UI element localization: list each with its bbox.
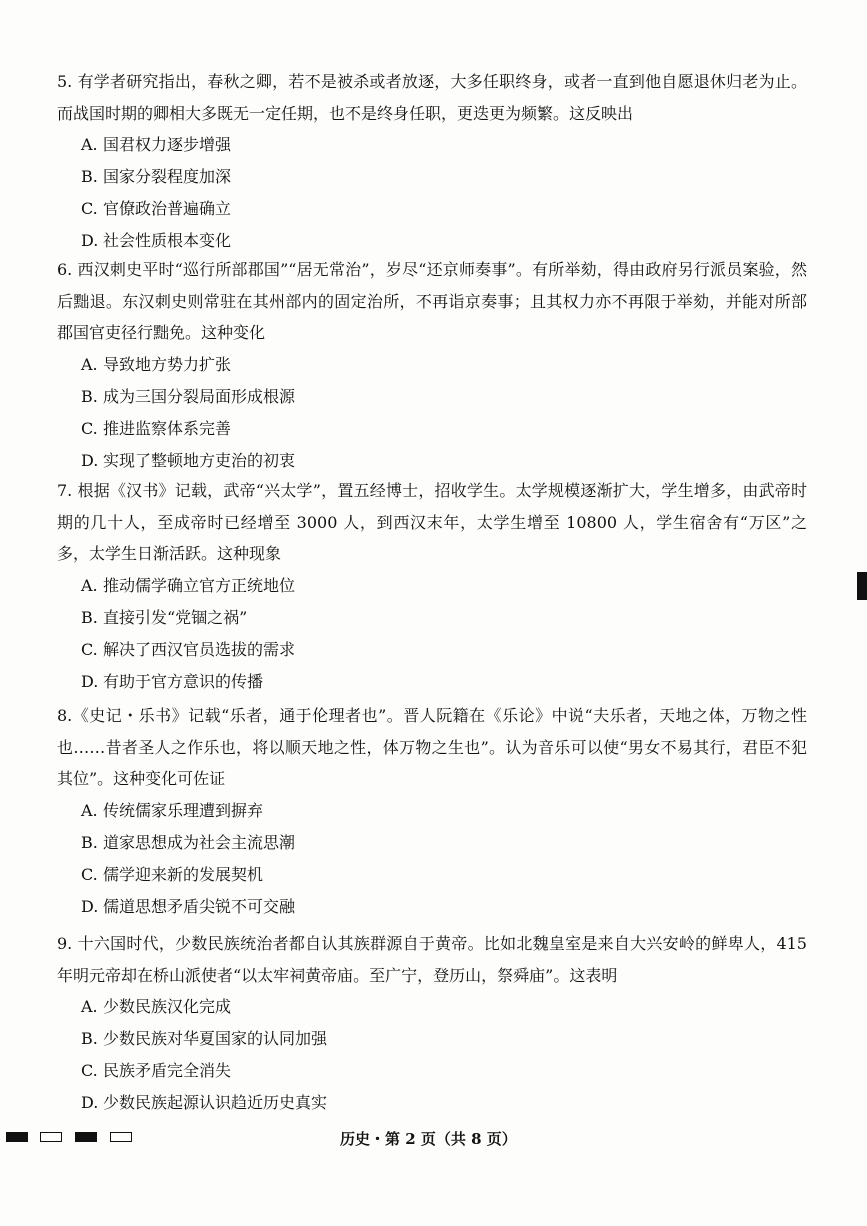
option-letter: C. [81, 199, 98, 218]
question-5 [57, 66, 807, 257]
option-a [57, 795, 807, 827]
option-text: 传统儒家乐理遭到摒弃 [103, 800, 264, 820]
option-a [57, 991, 807, 1023]
option-letter: C. [81, 864, 98, 884]
option-letter: D. [81, 671, 99, 691]
option-text: 儒道思想矛盾尖锐不可交融 [103, 896, 296, 916]
scan-mark-outline [40, 1132, 62, 1142]
question-7 [57, 475, 807, 698]
question-stem: 6. 西汉刺史平时“巡行所部郡国”“居无常治”，岁尽“还京师奏事”。有所举劾，得由政府另行派员案验，然后黜退。东汉刺史则常驻在其州部内的固定治所，不再诣京奏事；且其权力亦不再限于举劾，并能对所部郡国官吏径行黜免。这种变化 [57, 260, 807, 342]
question-stem: 8.《史记・乐书》记载“乐者，通于伦理者也”。晋人阮籍在《乐论》中说“夫乐者，天地之体，万物之性也……昔者圣人之作乐也，将以顺天地之性，体万物之生也”。认为音乐可以使“男女不易其行，君臣不犯其位”。这种变化可佐证 [57, 706, 807, 788]
option-text: 少数民族对华夏国家的认同加强 [103, 1029, 328, 1048]
question-9 [57, 928, 807, 1119]
option-text: 实现了整顿地方吏治的初衷 [103, 450, 296, 470]
option-c [57, 193, 807, 225]
option-text: 少数民族汉化完成 [103, 997, 232, 1016]
option-text: 道家思想成为社会主流思潮 [103, 832, 296, 852]
option-letter: A. [81, 354, 98, 374]
option-text: 成为三国分裂局面形成根源 [103, 386, 296, 406]
option-text: 导致地方势力扩张 [103, 354, 232, 374]
option-text: 儒学迎来新的发展契机 [103, 864, 264, 884]
question-stem: 5. 有学者研究指出，春秋之卿，若不是被杀或者放逐，大多任职终身，或者一直到他自愿退休归老为止。而战国时期的卿相大多既无一定任期，也不是终身任职，更迭更为频繁。这反映出 [57, 72, 807, 123]
option-a [57, 570, 807, 602]
option-b [57, 1023, 807, 1055]
option-letter: D. [81, 896, 99, 916]
option-c [57, 1055, 807, 1087]
option-c [57, 634, 807, 666]
option-letter: A. [81, 135, 98, 154]
option-d [57, 225, 807, 257]
option-letter: C. [81, 1061, 98, 1080]
scan-mark-solid [6, 1132, 28, 1142]
scan-mark-outline [110, 1132, 132, 1142]
option-letter: D. [81, 450, 99, 470]
option-letter: B. [81, 386, 98, 406]
option-letter: B. [81, 607, 98, 627]
option-text: 有助于官方意识的传播 [103, 671, 264, 691]
option-letter: A. [81, 575, 98, 595]
option-text: 推进监察体系完善 [103, 418, 232, 438]
page-number-label: 历史・第 2 页（共 8 页） [340, 1130, 517, 1148]
page-footer [0, 1124, 867, 1154]
option-letter: A. [81, 997, 98, 1016]
option-letter: C. [81, 418, 98, 438]
question-6 [57, 254, 807, 477]
option-text: 社会性质根本变化 [103, 231, 232, 250]
option-d [57, 1087, 807, 1119]
option-letter: B. [81, 167, 98, 186]
option-text: 少数民族起源认识趋近历史真实 [103, 1093, 328, 1112]
option-b [57, 602, 807, 634]
option-text: 解决了西汉官员选拔的需求 [103, 639, 296, 659]
option-b [57, 161, 807, 193]
option-b [57, 381, 807, 413]
option-letter: D. [81, 1093, 99, 1112]
option-d [57, 666, 807, 698]
option-letter: D. [81, 231, 99, 250]
option-letter: C. [81, 639, 98, 659]
question-8 [57, 700, 807, 923]
scan-mark-solid [75, 1132, 97, 1142]
option-text: 国君权力逐步增强 [103, 135, 232, 154]
question-stem: 7. 根据《汉书》记载，武帝“兴太学”，置五经博士，招收学生。太学规模逐渐扩大，学生增多，由武帝时期的几十人，至成帝时已经增至 3000 人，到西汉末年，太学生增至 10800 人，学生宿舍有“万区”之多，太学生日渐活跃。这种现象 [57, 481, 807, 563]
question-stem: 9. 十六国时代，少数民族统治者都自认其族群源自于黄帝。比如北魏皇室是来自大兴安岭的鲜卑人，415 年明元帝却在桥山派使者“以太牢祠黄帝庙。至广宁，登历山，祭舜庙”。这表明 [57, 934, 807, 985]
option-c [57, 413, 807, 445]
option-letter: A. [81, 800, 98, 820]
option-a [57, 129, 807, 161]
option-letter: B. [81, 1029, 98, 1048]
option-text: 民族矛盾完全消失 [103, 1061, 232, 1080]
option-letter: B. [81, 832, 98, 852]
option-text: 官僚政治普遍确立 [103, 199, 232, 218]
option-d [57, 891, 807, 923]
option-a [57, 349, 807, 381]
option-c [57, 859, 807, 891]
option-b [57, 827, 807, 859]
option-text: 直接引发“党锢之祸” [103, 607, 248, 627]
option-d [57, 445, 807, 477]
option-text: 推动儒学确立官方正统地位 [103, 575, 296, 595]
side-registration-mark [857, 572, 867, 600]
option-text: 国家分裂程度加深 [103, 167, 232, 186]
